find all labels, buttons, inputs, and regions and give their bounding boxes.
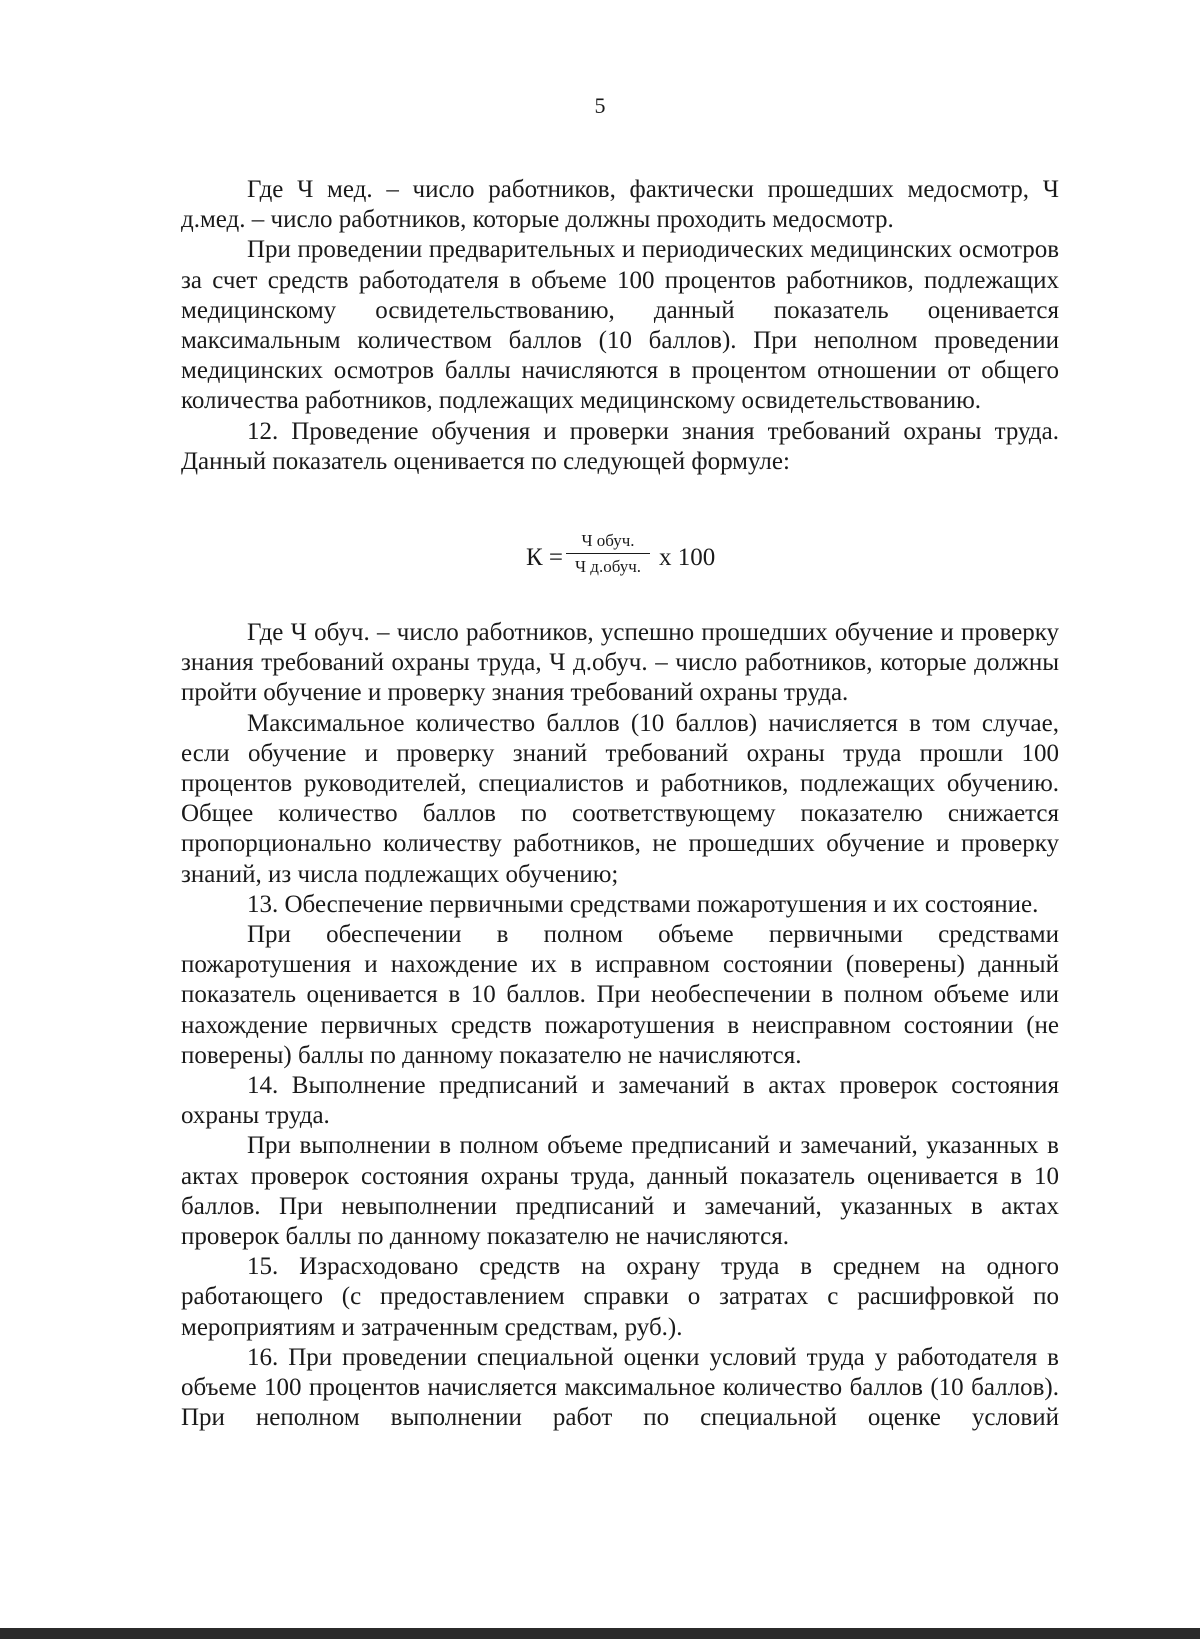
- formula-multiplier: х 100: [659, 544, 716, 571]
- formula-denominator: Ч д.обуч.: [575, 557, 641, 576]
- paragraph: При проведении предварительных и периодических медицинских осмотров за счет средств работодателя в объеме 100 процентов работников, подлежащих медицинскому освидетельствованию, данный показатель оценивается максимальным количеством баллов (10 баллов). При неполном проведении медицинских осмотров баллы начисляются в процентом отношении от общего количества работников, подлежащих медицинскому освидетельствованию.: [181, 236, 1059, 415]
- paragraph: 13. Обеспечение первичными средствами пожаротушения и их состояние.: [247, 890, 1039, 918]
- formula-lhs: К =: [526, 544, 564, 571]
- paragraph: При обеспечении в полном объеме первичными средствами пожаротушения и нахождение их в исправном состоянии (поверены) данный показатель оценивается в 10 баллов. При необеспечении в полном объеме или нахождение первичных средств пожаротушения в неисправном состоянии (не поверены) баллы по данному показателю не начисляются.: [181, 921, 1059, 1069]
- text-block-bottom: [181, 618, 1059, 1433]
- scan-edge-bar: [0, 1628, 1200, 1639]
- paragraph: 15. Израсходовано средств на охрану труда в среднем на одного работающего (с предоставлением справки о затратах с расшифровкой по мероприятиям и затраченным средствам, руб.).: [181, 1253, 1059, 1341]
- page-number: 5: [594, 93, 606, 118]
- paragraph: Максимальное количество баллов (10 баллов) начисляется в том случае, если обучение и проверку знаний требований охраны труда прошли 100 процентов руководителей, специалистов и работников, подлежащих обучению. Общее количество баллов по соответствующему показателю снижается пропорционально количеству работников, не прошедших обучение и проверку знаний, из числа подлежащих обучению;: [181, 709, 1059, 888]
- paragraph: Где Ч обуч. – число работников, успешно прошедших обучение и проверку знания требований охраны труда, Ч д.обуч. – число работников, которые должны пройти обучение и проверку знания требований охраны труда.: [181, 619, 1059, 707]
- text-block-top: [181, 175, 1059, 477]
- formula-fraction: [566, 530, 650, 577]
- paragraph: Где Ч мед. – число работников, фактически прошедших медосмотр, Ч д.мед. – число работников, которые должны проходить медосмотр.: [181, 176, 1059, 234]
- paragraph: 14. Выполнение предписаний и замечаний в актах проверок состояния охраны труда.: [181, 1072, 1059, 1130]
- formula: [0, 530, 1200, 590]
- paragraph: При выполнении в полном объеме предписаний и замечаний, указанных в актах проверок состояния охраны труда, данный показатель оценивается в 10 баллов. При невыполнении предписаний и замечаний, указанных в актах проверок баллы по данному показателю не начисляются.: [181, 1132, 1059, 1251]
- formula-numerator: Ч обуч.: [566, 530, 650, 554]
- paragraph: 12. Проведение обучения и проверки знания требований охраны труда. Данный показатель оценивается по следующей формуле:: [181, 417, 1059, 475]
- paragraph: 16. При проведении специальной оценки условий труда у работодателя в объеме 100 процентов начисляется максимальное количество баллов (10 баллов). При неполном выполнении работ по специальной оценке условий: [181, 1343, 1059, 1432]
